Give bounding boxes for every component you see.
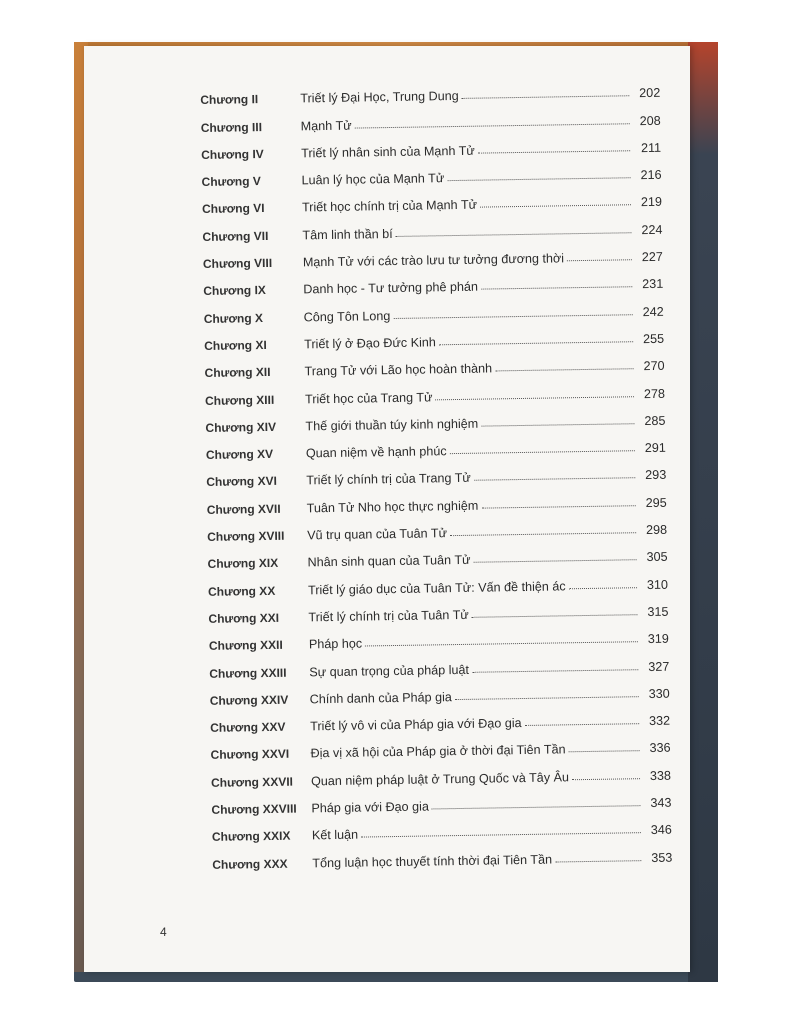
dot-leader <box>447 177 630 181</box>
dot-leader <box>569 751 640 753</box>
chapter-page-number: 332 <box>649 713 671 729</box>
chapter-title: Triết lý giáo dục của Tuân Tử: Vấn đề thiện ác <box>307 578 566 598</box>
chapter-page-number: 346 <box>650 822 672 838</box>
chapter-page-number: 295 <box>645 495 667 510</box>
dot-leader <box>450 532 636 536</box>
chapter-number: Chương XXX <box>212 856 288 872</box>
chapter-page-number: 291 <box>644 440 666 456</box>
chapter-number: Chương XVIII <box>207 528 285 544</box>
chapter-page-number: 224 <box>641 222 663 237</box>
chapter-title: Triết học của Trang Tử <box>304 389 433 406</box>
dot-leader <box>365 641 638 646</box>
dot-leader <box>481 287 632 290</box>
chapter-number: Chương IV <box>201 146 264 162</box>
dot-leader <box>393 314 632 319</box>
chapter-page-number: 242 <box>642 304 664 319</box>
chapter-title: Vũ trụ quan của Tuân Tử <box>307 526 448 543</box>
chapter-title: Luân lý học của Mạnh Tử <box>301 171 445 188</box>
chapter-page-number: 211 <box>640 140 662 155</box>
dot-leader <box>495 368 633 371</box>
dot-leader <box>439 341 633 345</box>
chapter-number: Chương VIII <box>202 255 273 272</box>
chapter-number: Chương XIX <box>207 556 279 572</box>
chapter-page-number: 285 <box>644 413 666 428</box>
dot-leader <box>450 450 635 454</box>
chapter-page-number: 298 <box>645 522 668 538</box>
chapter-page-number: 319 <box>647 631 669 647</box>
dot-leader <box>396 232 632 237</box>
chapter-number: Chương II <box>200 92 259 108</box>
dot-leader <box>474 560 637 564</box>
chapter-page-number: 315 <box>647 604 669 619</box>
chapter-title: Mạnh Tử <box>300 118 352 134</box>
chapter-number: Chương XII <box>204 365 271 381</box>
table-of-contents <box>200 73 672 872</box>
chapter-number: Chương XXIX <box>211 828 291 845</box>
dot-leader <box>472 669 638 673</box>
chapter-title: Triết lý chính trị của Trang Tử <box>306 471 471 488</box>
dot-leader <box>455 696 639 700</box>
chapter-title: Triết lý vô vi của Pháp gia với Đạo gia <box>310 716 522 734</box>
chapter-title: Công Tôn Long <box>303 308 391 325</box>
chapter-title: Nhân sinh quan của Tuân Tử <box>307 553 471 570</box>
chapter-page-number: 343 <box>650 795 672 811</box>
dot-leader <box>480 205 631 208</box>
dot-leader <box>355 123 630 128</box>
dot-leader <box>481 505 635 508</box>
chapter-number: Chương XXVIII <box>211 801 297 817</box>
chapter-title: Sự quan trọng của pháp luật <box>309 662 470 679</box>
chapter-title: Mạnh Tử với các trào lưu tư tưởng đương thời <box>302 251 565 270</box>
chapter-title: Pháp học <box>308 636 363 652</box>
chapter-number: Chương XXIII <box>209 665 287 681</box>
chapter-number: Chương XVI <box>206 474 277 490</box>
chapter-title: Tổng luận học thuyết tính thời đại Tiên Tần <box>312 852 553 870</box>
chapter-number: Chương XIII <box>204 392 275 408</box>
chapter-page-number: 327 <box>648 659 670 674</box>
dot-leader <box>567 259 632 261</box>
dot-leader <box>462 96 630 100</box>
chapter-title: Chính danh của Pháp gia <box>309 689 452 707</box>
book-cover-right-edge <box>688 42 718 982</box>
chapter-page-number: 202 <box>639 86 661 101</box>
chapter-title: Triết lý ở Đạo Đức Kinh <box>304 335 436 352</box>
chapter-page-number: 293 <box>645 468 667 483</box>
chapter-number: Chương XXIV <box>209 692 289 708</box>
chapter-title: Danh học - Tư tưởng phê phán <box>303 280 479 297</box>
chapter-page-number: 278 <box>643 386 666 401</box>
chapter-title: Trang Tử với Lão học hoàn thành <box>304 361 493 379</box>
chapter-page-number: 270 <box>643 359 665 374</box>
chapter-page-number: 336 <box>649 741 671 756</box>
chapter-title: Tâm linh thần bí <box>302 226 393 243</box>
chapter-page-number: 227 <box>641 249 663 265</box>
chapter-page-number: 353 <box>651 850 673 865</box>
chapter-number: Chương IX <box>203 283 266 299</box>
chapter-number: Chương XX <box>207 583 276 599</box>
chapter-number: Chương V <box>201 174 261 190</box>
chapter-number: Chương XXV <box>210 719 286 736</box>
chapter-page-number: 310 <box>646 577 669 592</box>
chapter-number: Chương VI <box>201 201 265 217</box>
chapter-number: Chương VII <box>202 228 269 244</box>
dot-leader <box>572 778 640 780</box>
chapter-number: Chương XVII <box>206 501 281 517</box>
chapter-page-number: 305 <box>646 550 668 565</box>
chapter-number: Chương III <box>200 119 263 135</box>
page-number: 4 <box>160 925 167 939</box>
dot-leader <box>474 478 635 482</box>
chapter-title: Kết luận <box>311 827 359 843</box>
chapter-title: Triết lý nhân sinh của Mạnh Tử <box>301 143 475 161</box>
chapter-number: Chương X <box>203 310 264 326</box>
chapter-number: Chương XXII <box>208 638 283 654</box>
chapter-page-number: 231 <box>642 277 664 292</box>
chapter-page-number: 255 <box>642 331 665 347</box>
dot-leader <box>569 587 637 589</box>
chapter-title: Pháp gia với Đạo gia <box>311 799 430 816</box>
chapter-page-number: 216 <box>640 167 662 183</box>
chapter-page-number: 219 <box>640 195 663 210</box>
chapter-number: Chương XXVII <box>210 774 294 790</box>
chapter-title: Triết lý chính trị của Tuân Tử <box>308 607 469 625</box>
chapter-title: Tuân Tử Nho học thực nghiệm <box>306 498 479 516</box>
chapter-page-number: 208 <box>639 113 661 128</box>
chapter-number: Chương XI <box>204 337 267 353</box>
dot-leader <box>361 832 641 837</box>
dot-leader <box>478 150 630 153</box>
chapter-title: Triết học chính trị của Mạnh Tử <box>301 198 478 215</box>
chapter-title: Quan niệm về hạnh phúc <box>305 444 447 461</box>
chapter-page-number: 338 <box>649 768 672 783</box>
chapter-number: Chương XV <box>205 447 274 463</box>
chapter-page-number: 330 <box>648 686 670 701</box>
chapter-number: Chương XIV <box>205 419 277 435</box>
dot-leader <box>432 805 641 809</box>
dot-leader <box>525 723 640 726</box>
dot-leader <box>435 396 634 400</box>
chapter-title: Thế giới thuần túy kinh nghiệm <box>305 416 479 434</box>
chapter-title: Quan niệm pháp luật ở Trung Quốc và Tây Âu <box>310 770 570 789</box>
dot-leader <box>481 423 634 426</box>
dot-leader <box>555 860 641 862</box>
chapter-number: Chương XXVI <box>210 747 290 763</box>
chapter-number: Chương XXI <box>208 610 280 626</box>
chapter-title: Địa vị xã hội của Pháp gia ở thời đại Tiên Tần <box>310 742 566 761</box>
chapter-title: Triết lý Đại Học, Trung Dung <box>300 89 459 106</box>
dot-leader <box>472 614 638 618</box>
